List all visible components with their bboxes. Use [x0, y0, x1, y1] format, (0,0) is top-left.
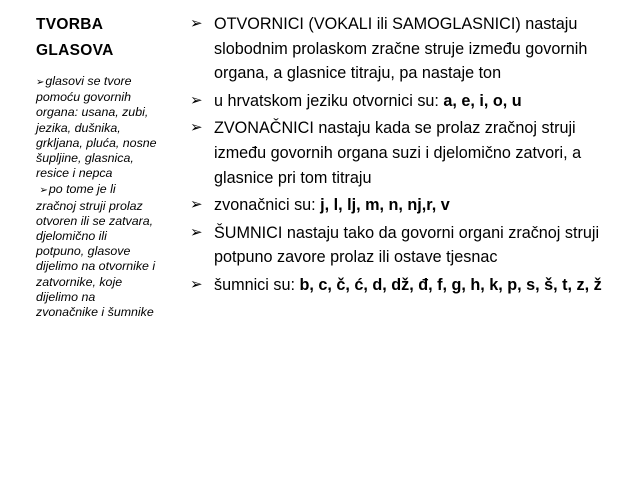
- item-text: OTVORNICI (VOKALI ili SAMOGLASNICI) nastaju slobodnim prolaskom zračne struje između govornih organa, a glasnice titraju, pa nastaje ton: [214, 15, 588, 83]
- item-text: ZVONAČNICI nastaju kada se prolaz zračnoj struji između govornih organa suzi i djelomično zatvori, a glasnice pri tom titraju: [214, 119, 582, 187]
- arrow-bullet-icon: ➢: [190, 275, 203, 293]
- left-bullet-1-text: glasovi se tvore pomoću govornih organa: usana, zubi, jezika, dušnika, grkljana, pluća, nosne šupljine, glasnica, resice i nepca: [36, 74, 157, 181]
- arrow-bullet-icon: ➢: [39, 185, 48, 197]
- left-bullet-2-text: po tome je li zračnoj struji prolaz otvoren ili se zatvara, djelomično ili potpuno, glasove dijelimo na otvornike i zatvornike, koje dijelimo na zvonačnike i šumnike: [36, 182, 156, 320]
- item-lead: u hrvatskom jeziku otvornici su:: [214, 91, 444, 110]
- list-item-sumnici: [190, 221, 630, 270]
- item-text: [214, 89, 630, 114]
- letter-list: a, e, i, o, u: [443, 91, 522, 110]
- main-content: [190, 12, 630, 301]
- list-item-otvornici-list: [190, 89, 630, 114]
- left-bullet-1: [36, 74, 158, 181]
- letter-list: j, l, lj, m, n, nj,r, v: [320, 196, 450, 215]
- item-text: [214, 193, 630, 218]
- title-line-2: GLASOVA: [36, 42, 114, 59]
- arrow-bullet-icon: ➢: [190, 91, 203, 109]
- letter-list: b, c, č, ć, d, dž, đ, f, g, h, k, p, s, š, t, z, ž: [299, 275, 602, 294]
- left-bullet-2: [36, 182, 158, 320]
- arrow-bullet-icon: ➢: [190, 119, 203, 137]
- item-text: ŠUMNICI nastaju tako da govorni organi zračnoj struji potpuno zavore prolaz ili ostave tjesnac: [214, 223, 600, 267]
- slide-title: [36, 12, 158, 64]
- left-sidebar: [36, 12, 158, 321]
- arrow-bullet-icon: ➢: [190, 223, 203, 241]
- list-item-zvonacnici: [190, 116, 630, 190]
- arrow-bullet-icon: ➢: [190, 196, 203, 214]
- item-lead: zvonačnici su:: [214, 196, 321, 215]
- list-item-sumnici-list: [190, 273, 630, 298]
- title-line-1: TVORBA: [36, 16, 104, 33]
- item-text: [214, 273, 630, 298]
- arrow-bullet-icon: ➢: [190, 15, 203, 32]
- item-lead: šumnici su:: [214, 275, 300, 294]
- arrow-bullet-icon: ➢: [36, 77, 45, 88]
- list-item-zvonacnici-list: [190, 193, 630, 218]
- list-item-otvornici: [190, 12, 630, 86]
